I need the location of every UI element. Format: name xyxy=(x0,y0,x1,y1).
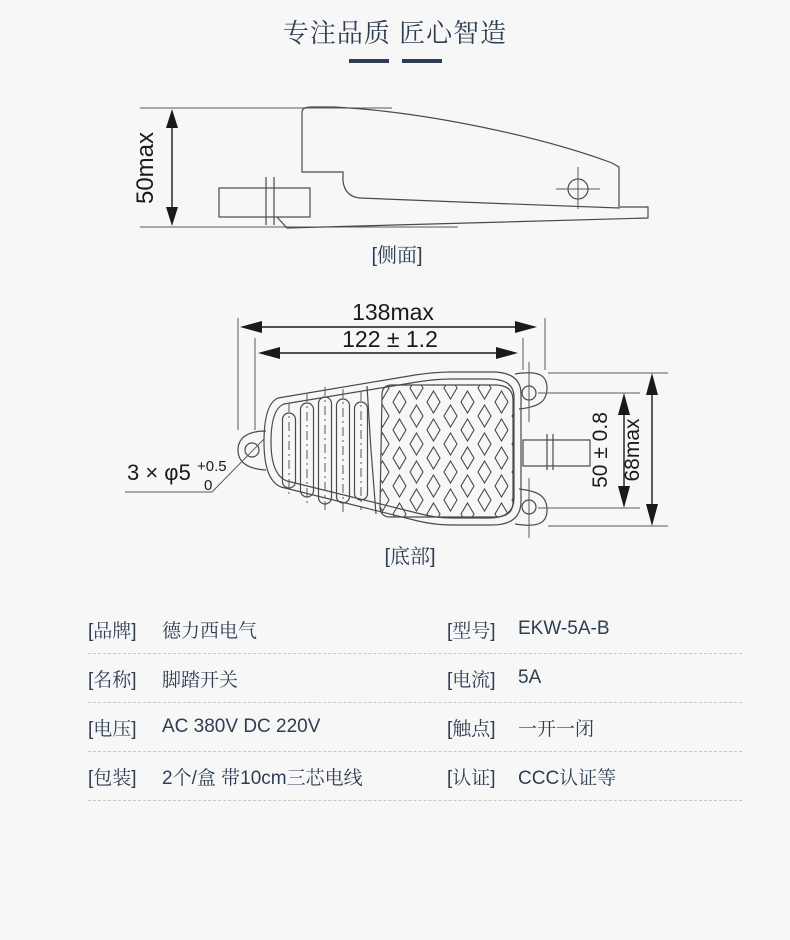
spec-label: [包装] xyxy=(88,767,137,789)
side-view-caption: [侧面] xyxy=(371,245,423,267)
table-row xyxy=(88,703,742,752)
dimension-height xyxy=(132,109,178,226)
hole-tolerance-upper: +0.5 xyxy=(197,458,227,475)
spec-label: [名称] xyxy=(88,669,137,691)
table-row xyxy=(88,752,742,801)
spec-value: 一开一闭 xyxy=(518,718,595,740)
spec-label: [电流] xyxy=(447,669,496,691)
dim-length-outer-label: 138max xyxy=(352,299,434,325)
spec-value: EKW-5A-B xyxy=(518,618,610,639)
spec-value: 2个/盒 带10cm三芯电线 xyxy=(162,767,363,789)
table-row xyxy=(88,654,742,703)
pivot-hole-mark xyxy=(556,167,600,209)
spec-value: AC 380V DC 220V xyxy=(162,716,321,737)
hole-callout-label: 3 × φ5 xyxy=(127,460,191,485)
spec-value: CCC认证等 xyxy=(518,767,617,789)
spec-value: 脚踏开关 xyxy=(162,669,239,691)
spec-label: [认证] xyxy=(447,767,496,789)
mounting-ear-top-right xyxy=(515,373,547,409)
page-title: 专注品质 匠心智造 xyxy=(282,18,508,48)
pedal-profile xyxy=(302,107,619,208)
table-row xyxy=(88,605,742,654)
cable-gland xyxy=(523,434,590,470)
dim-height-label: 50max xyxy=(132,131,159,205)
side-view-drawing xyxy=(0,90,790,275)
cable-connector xyxy=(219,188,310,217)
spec-value: 5A xyxy=(518,667,542,688)
vent-slots xyxy=(283,387,368,514)
spec-table xyxy=(88,605,742,801)
mounting-ear-bottom-right xyxy=(515,489,547,525)
hole-tolerance-lower: 0 xyxy=(204,477,213,494)
accent-dash-left xyxy=(349,59,389,63)
tread-pattern-panel xyxy=(380,385,513,517)
dim-hole-pitch-label: 50 ± 0.8 xyxy=(589,412,612,488)
bottom-view-drawing xyxy=(0,290,790,580)
mounting-ear-left xyxy=(238,431,266,470)
dimension-length-inner xyxy=(258,326,518,359)
header-accent xyxy=(0,59,790,63)
spec-label: [触点] xyxy=(447,718,496,740)
bottom-view-caption: [底部] xyxy=(384,546,436,568)
dim-length-inner-label: 122 ± 1.2 xyxy=(342,326,438,352)
header xyxy=(0,0,790,63)
accent-dash-right xyxy=(402,59,442,63)
spec-label: [品牌] xyxy=(88,620,137,642)
spec-label: [型号] xyxy=(447,620,496,642)
base-plate xyxy=(277,207,648,228)
dimension-width-outer xyxy=(621,373,658,526)
spec-value: 德力西电气 xyxy=(162,620,258,642)
panel-divider xyxy=(367,386,376,514)
dim-width-outer-label: 68max xyxy=(621,418,644,482)
spec-label: [电压] xyxy=(88,718,137,740)
